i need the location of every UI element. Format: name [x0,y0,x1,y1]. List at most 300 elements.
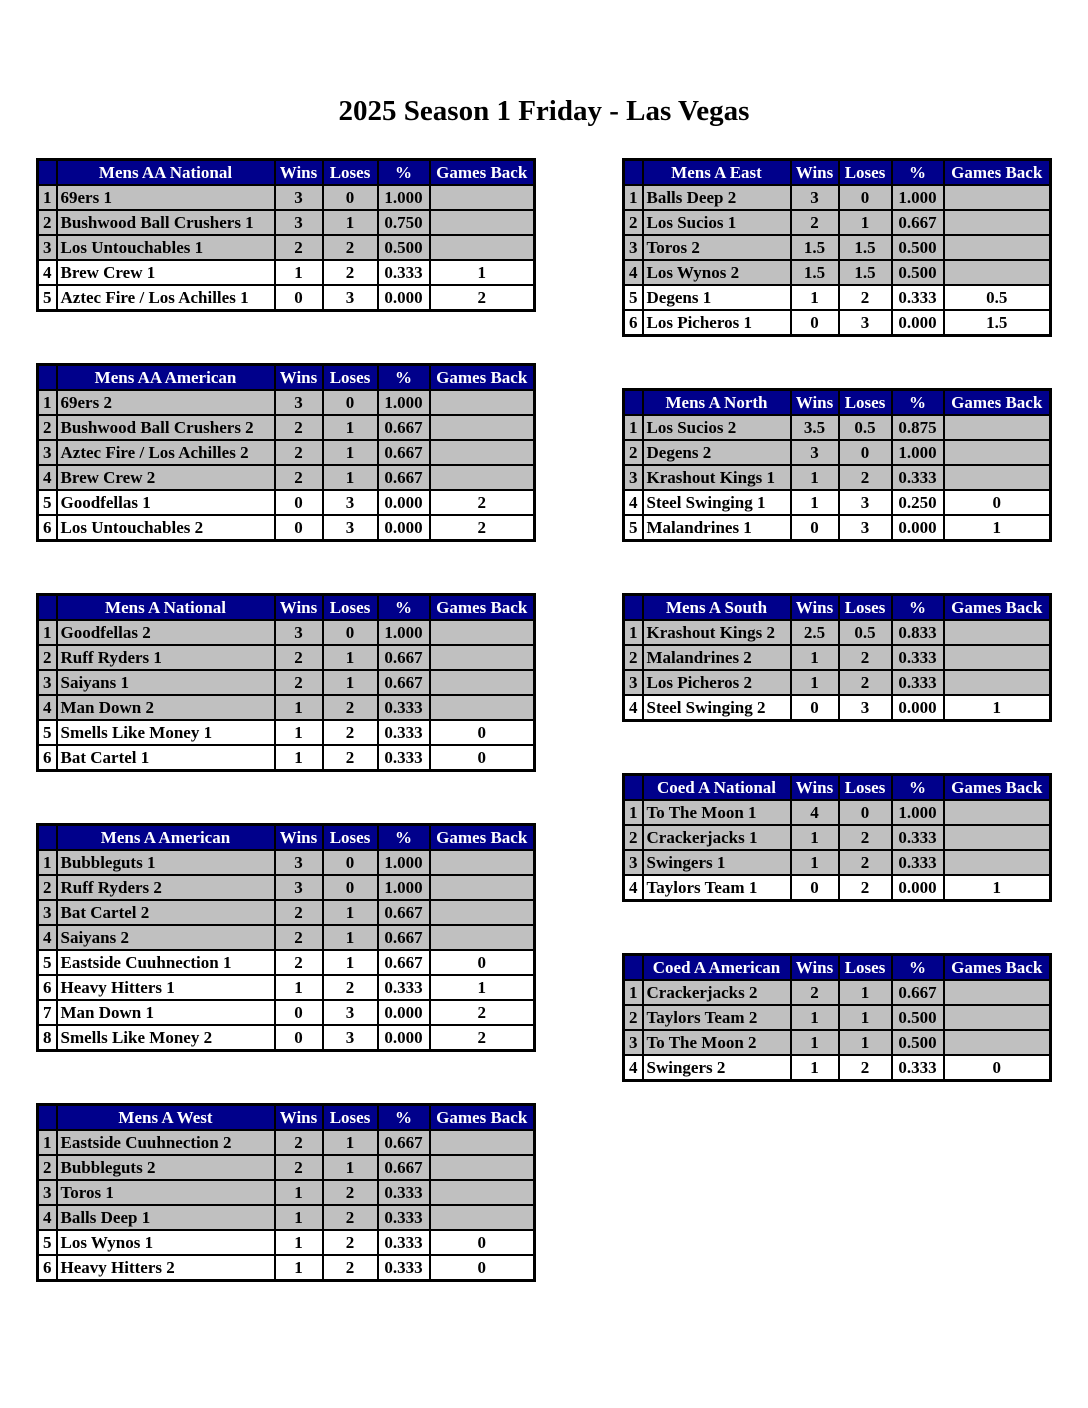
team-name-cell: Steel Swinging 2 [643,695,791,721]
games-back-cell: 1 [430,260,535,285]
loses-cell: 3 [323,285,378,311]
rank-cell: 4 [38,465,57,490]
wins-cell: 1 [275,1230,323,1255]
team-name-cell: Los Sucios 2 [643,415,791,440]
pct-header: % [892,160,944,186]
rank-header [38,595,57,621]
loses-header: Loses [323,160,378,186]
rank-cell: 1 [38,390,57,415]
standings-row [38,1000,535,1025]
team-name-cell: Swingers 2 [643,1055,791,1081]
games-back-cell: 0 [430,1230,535,1255]
rank-cell: 3 [624,850,643,875]
wins-cell: 3.5 [791,415,839,440]
team-name-cell: Saiyans 2 [57,925,275,950]
standings-row [38,1230,535,1255]
standings-row [38,440,535,465]
team-name-cell: Man Down 2 [57,695,275,720]
standings-row [38,1025,535,1051]
wins-cell: 1 [275,720,323,745]
wins-header: Wins [275,365,323,391]
rank-cell: 4 [624,875,643,901]
rank-header [624,955,643,981]
wins-cell: 3 [275,875,323,900]
standings-table [36,363,536,542]
loses-cell: 3 [839,490,892,515]
loses-header: Loses [839,390,892,416]
wins-cell: 2 [275,440,323,465]
rank-cell: 1 [38,850,57,875]
pct-cell: 1.000 [892,185,944,210]
team-name-cell: Aztec Fire / Los Achilles 1 [57,285,275,311]
games-back-cell [430,465,535,490]
standings-row [624,235,1051,260]
loses-cell: 2 [323,975,378,1000]
team-name-cell: Los Picheros 2 [643,670,791,695]
division-title: Mens A East [643,160,791,186]
division-title: Coed A National [643,775,791,801]
pct-cell: 1.000 [378,875,430,900]
standings-row [38,875,535,900]
wins-cell: 1 [275,975,323,1000]
team-name-cell: Krashout Kings 1 [643,465,791,490]
games-back-cell [430,925,535,950]
rank-cell: 2 [624,825,643,850]
rank-cell: 1 [38,620,57,645]
pct-cell: 0.333 [892,285,944,310]
games-back-header: Games Back [944,775,1051,801]
loses-cell: 0 [839,800,892,825]
standings-row [38,850,535,875]
loses-cell: 1 [839,210,892,235]
wins-cell: 1 [791,465,839,490]
standings-table [622,593,1052,722]
rank-cell: 2 [38,645,57,670]
standings-row [38,390,535,415]
standings-row [624,670,1051,695]
standings-row [624,285,1051,310]
wins-cell: 2 [275,950,323,975]
games-back-cell [430,620,535,645]
standings-row [38,1255,535,1281]
loses-cell: 2 [323,235,378,260]
rank-cell: 1 [624,415,643,440]
wins-cell: 2 [275,415,323,440]
team-name-cell: Los Wynos 1 [57,1230,275,1255]
games-back-cell [944,260,1051,285]
team-name-cell: Ruff Ryders 2 [57,875,275,900]
pct-header: % [378,365,430,391]
games-back-header: Games Back [944,595,1051,621]
loses-header: Loses [323,825,378,851]
standings-row [38,975,535,1000]
loses-cell: 1 [323,210,378,235]
rank-header [38,160,57,186]
wins-cell: 1 [275,1255,323,1281]
wins-header: Wins [275,160,323,186]
rank-cell: 1 [624,980,643,1005]
standings-table [622,773,1052,902]
loses-cell: 3 [323,1025,378,1051]
rank-cell: 1 [624,620,643,645]
pct-cell: 0.000 [378,285,430,311]
games-back-cell [944,850,1051,875]
standings-row [38,950,535,975]
team-name-cell: Ruff Ryders 1 [57,645,275,670]
team-name-cell: Man Down 1 [57,1000,275,1025]
loses-cell: 0.5 [839,620,892,645]
pct-cell: 0.750 [378,210,430,235]
standings-row [624,490,1051,515]
pct-cell: 0.000 [378,1000,430,1025]
games-back-cell: 0 [430,950,535,975]
standings-row [38,670,535,695]
pct-cell: 0.333 [378,720,430,745]
standings-row [624,980,1051,1005]
wins-cell: 1 [791,670,839,695]
pct-cell: 0.667 [378,1130,430,1155]
standings-row [38,515,535,541]
standings-row [624,620,1051,645]
games-back-cell [430,185,535,210]
games-back-cell: 2 [430,490,535,515]
team-name-cell: Swingers 1 [643,850,791,875]
team-name-cell: Taylors Team 2 [643,1005,791,1030]
pct-cell: 0.333 [378,745,430,771]
games-back-cell: 2 [430,285,535,311]
loses-cell: 1 [323,415,378,440]
loses-cell: 2 [839,825,892,850]
standings-column-right [622,158,1052,1082]
pct-cell: 0.500 [378,235,430,260]
pct-header: % [892,595,944,621]
rank-cell: 2 [624,440,643,465]
games-back-cell: 0 [430,745,535,771]
rank-cell: 5 [624,515,643,541]
team-name-cell: Degens 2 [643,440,791,465]
pct-header: % [378,595,430,621]
loses-cell: 0 [323,850,378,875]
standings-row [624,800,1051,825]
pct-cell: 0.333 [378,1230,430,1255]
rank-cell: 7 [38,1000,57,1025]
wins-cell: 3 [791,185,839,210]
pct-cell: 0.333 [892,465,944,490]
team-name-cell: 69ers 1 [57,185,275,210]
rank-cell: 4 [38,260,57,285]
standings-row [38,720,535,745]
standings-row [624,850,1051,875]
games-back-cell: 0.5 [944,285,1051,310]
loses-cell: 1.5 [839,235,892,260]
pct-cell: 0.000 [892,695,944,721]
loses-cell: 2 [323,260,378,285]
loses-cell: 3 [839,515,892,541]
standings-table [622,953,1052,1082]
standings-header-row [38,595,535,621]
loses-cell: 0.5 [839,415,892,440]
pct-cell: 0.667 [378,465,430,490]
loses-cell: 1 [323,950,378,975]
team-name-cell: Los Untouchables 2 [57,515,275,541]
team-name-cell: 69ers 2 [57,390,275,415]
team-name-cell: Steel Swinging 1 [643,490,791,515]
pct-cell: 0.875 [892,415,944,440]
games-back-cell [944,210,1051,235]
division-title: Mens AA American [57,365,275,391]
team-name-cell: Heavy Hitters 2 [57,1255,275,1281]
loses-cell: 2 [839,465,892,490]
team-name-cell: Bushwood Ball Crushers 2 [57,415,275,440]
loses-header: Loses [839,955,892,981]
games-back-header: Games Back [430,365,535,391]
wins-cell: 1 [275,1180,323,1205]
team-name-cell: Eastside Cuuhnection 1 [57,950,275,975]
pct-cell: 0.667 [378,645,430,670]
games-back-cell: 1 [430,975,535,1000]
pct-header: % [378,825,430,851]
rank-cell: 2 [38,415,57,440]
division-title: Mens A West [57,1105,275,1131]
wins-cell: 1.5 [791,235,839,260]
games-back-cell [430,875,535,900]
pct-cell: 0.667 [378,440,430,465]
team-name-cell: Bubbleguts 2 [57,1155,275,1180]
loses-cell: 2 [839,645,892,670]
wins-header: Wins [275,1105,323,1131]
games-back-cell [944,465,1051,490]
loses-cell: 1.5 [839,260,892,285]
wins-cell: 3 [791,440,839,465]
games-back-cell [430,1205,535,1230]
standings-row [38,415,535,440]
team-name-cell: Krashout Kings 2 [643,620,791,645]
standings-header-row [624,390,1051,416]
wins-cell: 0 [791,515,839,541]
rank-cell: 3 [38,440,57,465]
team-name-cell: Saiyans 1 [57,670,275,695]
loses-cell: 3 [323,1000,378,1025]
loses-cell: 1 [839,980,892,1005]
standings-row [38,260,535,285]
rank-cell: 5 [38,285,57,311]
loses-cell: 1 [323,925,378,950]
pct-cell: 1.000 [378,390,430,415]
standings-row [38,285,535,311]
standings-row [38,1155,535,1180]
rank-cell: 2 [38,875,57,900]
loses-cell: 2 [323,1255,378,1281]
loses-cell: 2 [323,720,378,745]
standings-row [38,465,535,490]
loses-header: Loses [323,1105,378,1131]
rank-cell: 6 [38,975,57,1000]
pct-header: % [378,1105,430,1131]
pct-cell: 0.333 [892,1055,944,1081]
rank-cell: 5 [38,1230,57,1255]
loses-cell: 2 [323,1205,378,1230]
rank-cell: 6 [38,1255,57,1281]
pct-cell: 0.667 [378,950,430,975]
wins-header: Wins [275,825,323,851]
pct-cell: 0.500 [892,235,944,260]
pct-cell: 0.333 [892,670,944,695]
games-back-cell [430,235,535,260]
wins-cell: 1.5 [791,260,839,285]
loses-cell: 1 [323,670,378,695]
pct-cell: 0.000 [892,515,944,541]
wins-cell: 1 [791,1055,839,1081]
games-back-header: Games Back [430,595,535,621]
team-name-cell: Balls Deep 2 [643,185,791,210]
pct-cell: 0.500 [892,1030,944,1055]
standings-row [624,645,1051,670]
rank-cell: 4 [624,695,643,721]
team-name-cell: Smells Like Money 2 [57,1025,275,1051]
wins-cell: 1 [275,1205,323,1230]
pct-cell: 0.833 [892,620,944,645]
loses-header: Loses [839,775,892,801]
loses-cell: 0 [323,390,378,415]
games-back-cell [944,980,1051,1005]
pct-cell: 0.500 [892,1005,944,1030]
games-back-cell [944,1030,1051,1055]
team-name-cell: Balls Deep 1 [57,1205,275,1230]
loses-cell: 1 [839,1030,892,1055]
games-back-cell [944,800,1051,825]
loses-cell: 1 [323,645,378,670]
pct-cell: 0.333 [378,1180,430,1205]
wins-cell: 3 [275,185,323,210]
rank-cell: 6 [38,515,57,541]
team-name-cell: Toros 2 [643,235,791,260]
pct-header: % [892,775,944,801]
rank-cell: 6 [624,310,643,336]
pct-cell: 0.000 [378,515,430,541]
standings-table [36,1103,536,1282]
rank-cell: 3 [624,670,643,695]
wins-cell: 2 [275,1155,323,1180]
loses-cell: 2 [839,670,892,695]
games-back-cell: 1 [944,695,1051,721]
loses-cell: 1 [323,465,378,490]
games-back-header: Games Back [430,825,535,851]
games-back-cell [430,1180,535,1205]
wins-cell: 1 [791,850,839,875]
rank-header [38,1105,57,1131]
rank-cell: 5 [38,720,57,745]
wins-cell: 2 [275,1130,323,1155]
rank-cell: 2 [624,1005,643,1030]
loses-cell: 2 [323,1180,378,1205]
games-back-cell [430,415,535,440]
rank-header [38,365,57,391]
rank-cell: 3 [38,900,57,925]
standings-row [38,1180,535,1205]
team-name-cell: Goodfellas 1 [57,490,275,515]
games-back-header: Games Back [430,160,535,186]
rank-cell: 6 [38,745,57,771]
wins-header: Wins [791,160,839,186]
games-back-cell [944,620,1051,645]
loses-cell: 3 [839,310,892,336]
games-back-cell [944,825,1051,850]
wins-cell: 1 [791,285,839,310]
wins-cell: 3 [275,850,323,875]
loses-cell: 2 [323,695,378,720]
standings-row [624,260,1051,285]
games-back-cell: 0 [944,1055,1051,1081]
loses-cell: 2 [839,850,892,875]
standings-row [624,1030,1051,1055]
rank-cell: 4 [624,260,643,285]
wins-header: Wins [791,775,839,801]
rank-cell: 1 [38,1130,57,1155]
rank-header [624,390,643,416]
wins-header: Wins [275,595,323,621]
loses-cell: 3 [323,515,378,541]
games-back-cell [430,1130,535,1155]
standings-row [38,900,535,925]
standings-header-row [38,825,535,851]
wins-cell: 1 [275,260,323,285]
team-name-cell: Malandrines 1 [643,515,791,541]
pct-cell: 0.667 [378,900,430,925]
standings-row [38,620,535,645]
standings-table [36,158,536,312]
games-back-header: Games Back [944,160,1051,186]
games-back-cell [430,210,535,235]
games-back-cell [944,1005,1051,1030]
wins-cell: 2 [275,645,323,670]
standings-row [38,235,535,260]
rank-cell: 5 [38,490,57,515]
loses-cell: 1 [323,1155,378,1180]
pct-cell: 0.333 [378,1205,430,1230]
standings-row [38,1130,535,1155]
division-title: Mens A National [57,595,275,621]
standings-row [624,415,1051,440]
division-title: Coed A American [643,955,791,981]
wins-cell: 0 [275,1000,323,1025]
loses-cell: 0 [839,185,892,210]
rank-cell: 3 [38,670,57,695]
standings-header-row [624,160,1051,186]
games-back-cell: 2 [430,1025,535,1051]
standings-header-row [38,365,535,391]
pct-cell: 0.333 [892,645,944,670]
wins-cell: 1 [791,1030,839,1055]
standings-row [624,210,1051,235]
pct-header: % [892,390,944,416]
wins-cell: 0 [791,695,839,721]
wins-cell: 0 [791,875,839,901]
team-name-cell: Heavy Hitters 1 [57,975,275,1000]
standings-row [624,440,1051,465]
rank-cell: 3 [624,1030,643,1055]
pct-cell: 0.333 [892,850,944,875]
loses-header: Loses [839,160,892,186]
team-name-cell: Bat Cartel 1 [57,745,275,771]
standings-header-row [38,160,535,186]
loses-cell: 2 [839,1055,892,1081]
wins-cell: 2 [275,235,323,260]
standings-row [624,515,1051,541]
games-back-cell [944,645,1051,670]
division-title: Mens A South [643,595,791,621]
loses-cell: 1 [323,900,378,925]
team-name-cell: Degens 1 [643,285,791,310]
